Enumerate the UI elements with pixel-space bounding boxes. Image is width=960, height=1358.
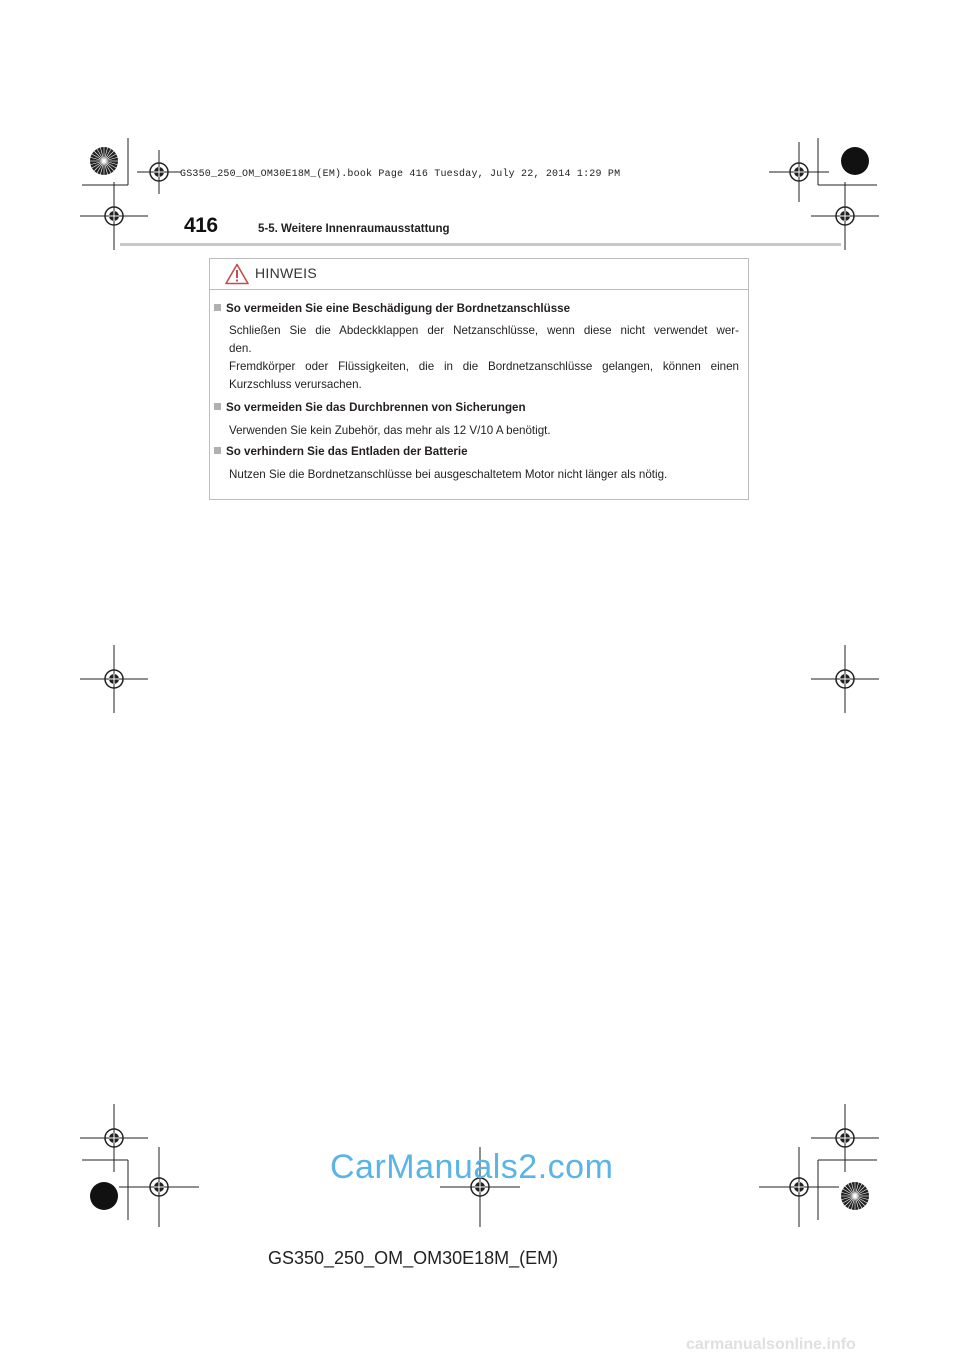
notice-title: HINWEIS [255, 265, 317, 281]
watermark-logo: CarManuals2.com [330, 1148, 614, 1186]
body-line: Verwenden Sie kein Zubehör, das mehr als 12 V/10 A benötigt. [229, 424, 551, 437]
notice-item-heading [214, 302, 570, 315]
square-bullet-icon [214, 304, 221, 311]
notice-item-body [229, 466, 739, 484]
square-bullet-icon [214, 403, 221, 410]
body-line: Nutzen Sie die Bordnetzanschlüsse bei ausgeschaltetem Motor nicht länger als nötig. [229, 468, 668, 481]
square-bullet-icon [214, 447, 221, 454]
section-title: 5-5. Weitere Innenraumausstattung [258, 223, 450, 235]
notice-item-heading-text: So vermeiden Sie eine Beschädigung der Bordnetzanschlüsse [226, 302, 571, 315]
solid-dot-mark [841, 147, 869, 175]
footer-model-code: GS350_250_OM_OM30E18M_(EM) [268, 1248, 559, 1268]
notice-item-heading-text: So vermeiden Sie das Durchbrennen von Sicherungen [226, 401, 526, 414]
footer-site-text: carmanualsonline.info [686, 1336, 856, 1353]
page-number: 416 [184, 214, 218, 237]
solid-dot-mark [90, 1182, 118, 1210]
notice-box [209, 258, 749, 500]
header-rule [120, 243, 841, 246]
warning-triangle-icon [225, 263, 249, 285]
notice-item-body [229, 322, 739, 394]
body-line: Schließen Sie die Abdeckklappen der Netzanschlüsse, wenn diese nicht verwendet wer- [229, 324, 739, 337]
body-line: den. [229, 342, 252, 355]
body-line: Kurzschluss verursachen. [229, 378, 362, 391]
notice-item-heading-text: So verhindern Sie das Entladen der Batterie [226, 445, 468, 458]
notice-item-heading [214, 445, 468, 458]
body-line: Fremdkörper oder Flüssigkeiten, die in die Bordnetzanschlüsse gelangen, können einen [229, 360, 739, 373]
notice-item-body [229, 422, 739, 440]
notice-item-heading [214, 401, 526, 414]
book-info-line: GS350_250_OM_OM30E18M_(EM).book Page 416 Tuesday, July 22, 2014 1:29 PM [180, 169, 621, 180]
notice-header [210, 259, 748, 290]
